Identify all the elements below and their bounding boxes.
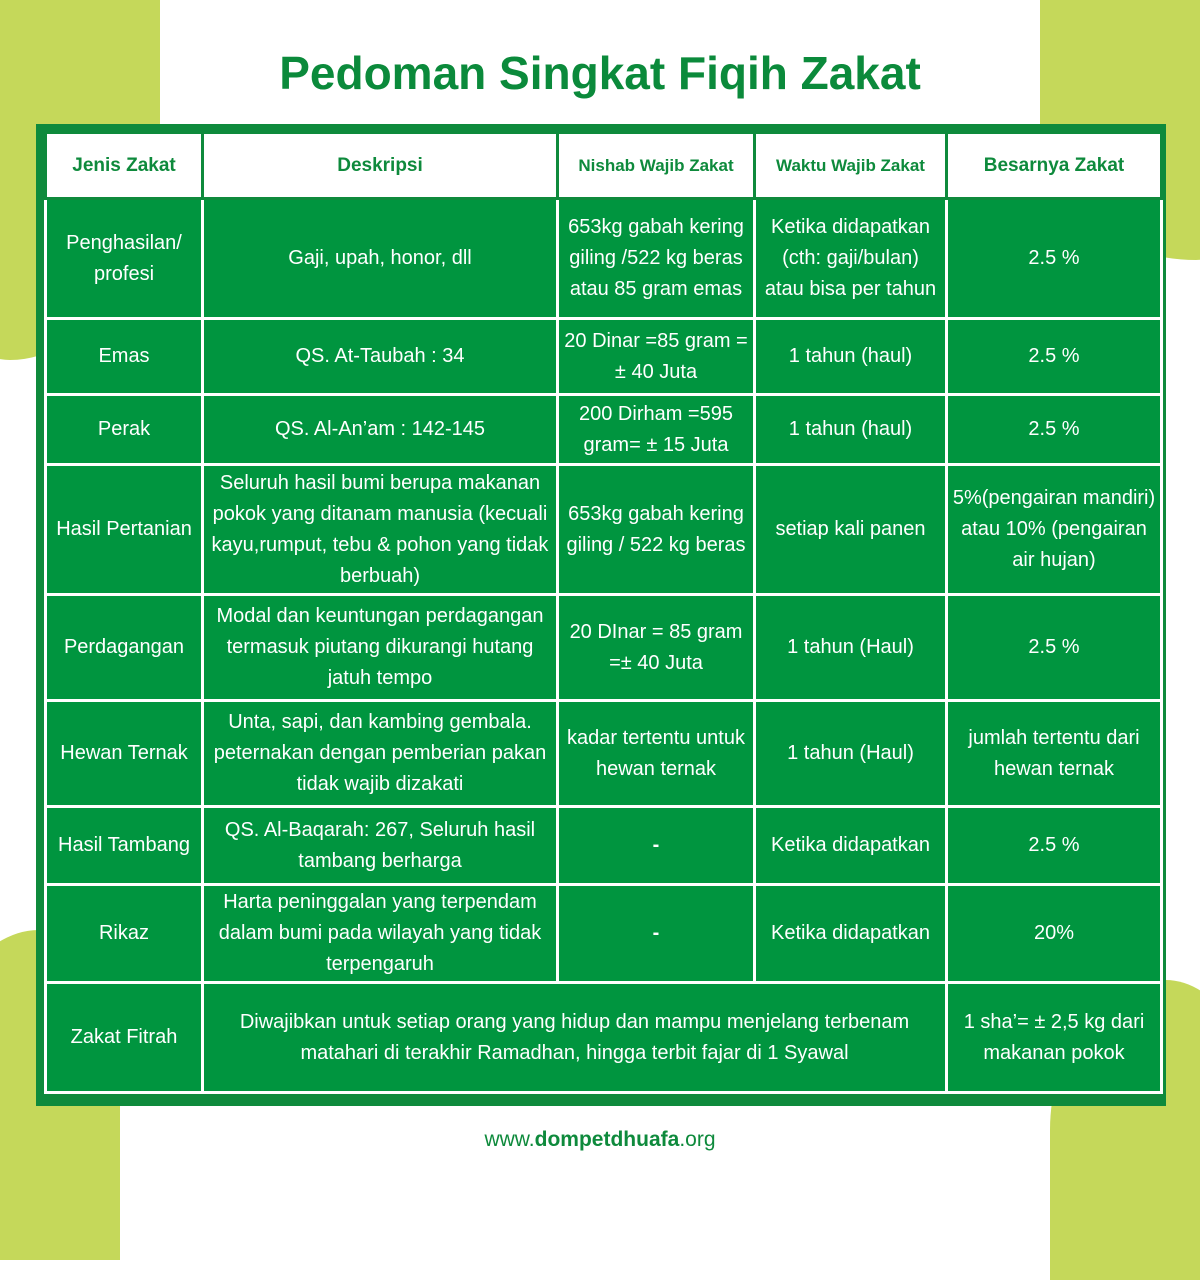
cell-nishab: kadar tertentu untuk hewan ternak xyxy=(558,701,755,807)
cell-deskripsi: QS. Al-Baqarah: 267, Seluruh hasil tambang berharga xyxy=(203,807,558,885)
cell-jenis: Zakat Fitrah xyxy=(46,983,203,1093)
cell-jenis: Emas xyxy=(46,319,203,395)
cell-waktu: 1 tahun (haul) xyxy=(755,319,947,395)
cell-deskripsi: Unta, sapi, dan kambing gembala. peternakan dengan pemberian pakan tidak wajib dizakati xyxy=(203,701,558,807)
cell-besar: 2.5 % xyxy=(947,199,1162,319)
table-row xyxy=(46,465,1162,595)
cell-jenis: Hasil Tambang xyxy=(46,807,203,885)
cell-nishab: 653kg gabah kering giling /522 kg beras atau 85 gram emas xyxy=(558,199,755,319)
cell-jenis: Hasil Pertanian xyxy=(46,465,203,595)
url-brand: dompetdhuafa xyxy=(534,1128,680,1151)
page-title: Pedoman Singkat Fiqih Zakat xyxy=(279,47,921,99)
zakat-table xyxy=(44,131,1163,1094)
cell-waktu: 1 tahun (Haul) xyxy=(755,701,947,807)
cell-waktu: 1 tahun (haul) xyxy=(755,395,947,465)
url-suffix: .org xyxy=(679,1128,716,1151)
cell-deskripsi: QS. At-Taubah : 34 xyxy=(203,319,558,395)
cell-deskripsi: Gaji, upah, honor, dll xyxy=(203,199,558,319)
table-row xyxy=(46,885,1162,983)
cell-nishab: - xyxy=(558,885,755,983)
header-nishab: Nishab Wajib Zakat xyxy=(558,133,755,199)
header-waktu: Waktu Wajib Zakat xyxy=(755,133,947,199)
url-prefix: www. xyxy=(484,1128,535,1151)
cell-waktu: Ketika didapatkan (cth: gaji/bulan) atau bisa per tahun xyxy=(755,199,947,319)
cell-nishab: 200 Dirham =595 gram= ± 15 Juta xyxy=(558,395,755,465)
cell-nishab: 653kg gabah kering giling / 522 kg beras xyxy=(558,465,755,595)
zakat-table-frame xyxy=(36,124,1166,1106)
cell-waktu: Ketika didapatkan xyxy=(755,807,947,885)
cell-waktu: setiap kali panen xyxy=(755,465,947,595)
header-deskripsi: Deskripsi xyxy=(203,133,558,199)
cell-jenis: Perak xyxy=(46,395,203,465)
cell-jenis: Perdagangan xyxy=(46,595,203,701)
table-row xyxy=(46,319,1162,395)
website-url[interactable] xyxy=(0,1128,1200,1152)
cell-jenis: Rikaz xyxy=(46,885,203,983)
table-row xyxy=(46,199,1162,319)
table-row xyxy=(46,807,1162,885)
cell-besar: 2.5 % xyxy=(947,595,1162,701)
cell-deskripsi: Modal dan keuntungan perdagangan termasuk piutang dikurangi hutang jatuh tempo xyxy=(203,595,558,701)
table-row xyxy=(46,701,1162,807)
cell-besar: 2.5 % xyxy=(947,807,1162,885)
cell-nishab: 20 DInar = 85 gram =± 40 Juta xyxy=(558,595,755,701)
table-row xyxy=(46,595,1162,701)
header-besarnya-zakat: Besarnya Zakat xyxy=(947,133,1162,199)
cell-deskripsi: Seluruh hasil bumi berupa makanan pokok yang ditanam manusia (kecuali kayu,rumput, tebu & pohon yang tidak berbuah) xyxy=(203,465,558,595)
header-jenis-zakat: Jenis Zakat xyxy=(46,133,203,199)
cell-jenis: Hewan Ternak xyxy=(46,701,203,807)
cell-besar: jumlah tertentu dari hewan ternak xyxy=(947,701,1162,807)
cell-waktu: 1 tahun (Haul) xyxy=(755,595,947,701)
cell-nishab: 20 Dinar =85 gram = ± 40 Juta xyxy=(558,319,755,395)
table-header-row xyxy=(46,133,1162,199)
cell-waktu: Ketika didapatkan xyxy=(755,885,947,983)
cell-deskripsi: QS. Al-An’am : 142-145 xyxy=(203,395,558,465)
cell-besar: 1 sha’= ± 2,5 kg dari makanan pokok xyxy=(947,983,1162,1093)
table-row-zakat-fitrah xyxy=(46,983,1162,1093)
cell-jenis: Penghasilan/ profesi xyxy=(46,199,203,319)
cell-deskripsi-merged: Diwajibkan untuk setiap orang yang hidup dan mampu menjelang terbenam matahari di terakhir Ramadhan, hingga terbit fajar di 1 Syawal xyxy=(203,983,947,1093)
cell-deskripsi: Harta peninggalan yang terpendam dalam bumi pada wilayah yang tidak terpengaruh xyxy=(203,885,558,983)
cell-besar: 20% xyxy=(947,885,1162,983)
table-row xyxy=(46,395,1162,465)
cell-nishab: - xyxy=(558,807,755,885)
cell-besar: 2.5 % xyxy=(947,395,1162,465)
cell-besar: 2.5 % xyxy=(947,319,1162,395)
cell-besar: 5%(pengairan mandiri) atau 10% (pengairan air hujan) xyxy=(947,465,1162,595)
